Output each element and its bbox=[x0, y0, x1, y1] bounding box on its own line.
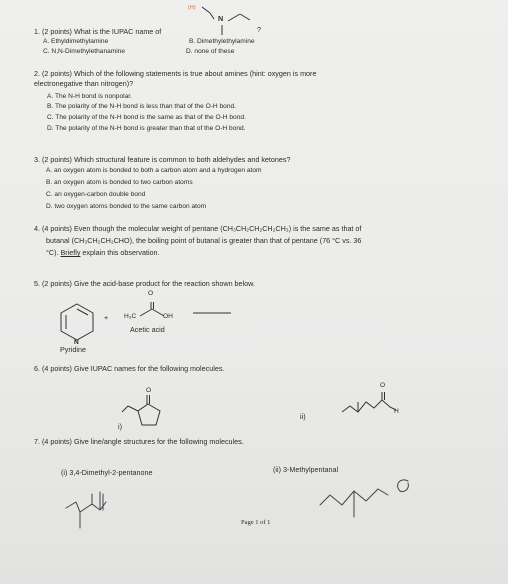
q2-option-c[interactable]: C. The polarity of the N-H bond is the same as that of the O-H bond. bbox=[47, 114, 246, 121]
q6-question: 6. (4 points) Give IUPAC names for the following molecules. bbox=[34, 364, 225, 373]
reaction-arrow bbox=[193, 311, 233, 315]
q7-question: 7. (4 points) Give line/angle structures for the following molecules. bbox=[34, 437, 244, 446]
q1-option-c[interactable]: C. N,N-Dimethylethanamine bbox=[43, 48, 126, 55]
q4-question-line2: butanal (CH₃CH₂CH₂CHO), the boiling point of butanal is greater than that of pentane (76 °C vs. 36 bbox=[46, 236, 362, 245]
q7-i-handwritten-structure bbox=[62, 490, 132, 540]
q6-aldehyde-structure bbox=[340, 390, 410, 420]
acetic-oxygen-label: O bbox=[148, 290, 154, 297]
page-footer: Page 1 of 1 bbox=[241, 519, 271, 526]
q3-option-b[interactable]: B. an oxygen atom is bonded to two carbon atoms bbox=[46, 179, 193, 186]
acetic-acid-label: Acetic acid bbox=[130, 325, 165, 334]
q7-ii-handwritten-structure bbox=[318, 475, 418, 525]
q3-option-d[interactable]: D. two oxygen atoms bonded to the same carbon atom bbox=[46, 203, 207, 210]
pyridine-nitrogen-label: N bbox=[74, 339, 79, 346]
q1-option-b[interactable]: B. Dimethylethylamine bbox=[189, 38, 255, 45]
acetic-methyl-label: H₃C bbox=[124, 313, 137, 320]
q1-nitrogen-label: N bbox=[218, 14, 224, 23]
q1-amine-structure bbox=[196, 3, 276, 37]
q2-question-line2: electronegative than nitrogen)? bbox=[34, 79, 134, 88]
q3-option-a[interactable]: A. an oxygen atom is bonded to both a carbon atom and a hydrogen atom bbox=[46, 167, 262, 174]
q2-question-line1: 2. (2 points) Which of the following statements is true about amines (hint: oxygen is more bbox=[34, 69, 317, 78]
q3-question: 3. (2 points) Which structural feature is common to both aldehydes and ketones? bbox=[34, 155, 291, 164]
q6-ketone-structure bbox=[120, 392, 180, 432]
q2-option-b[interactable]: B. The polarity of the N-H bond is less than that of the O-H bond. bbox=[47, 103, 237, 110]
q1-option-a[interactable]: A. Ethyldimethylamine bbox=[43, 38, 109, 45]
q5-plus-sign: + bbox=[104, 313, 109, 322]
q7-part-ii: (ii) 3-Methylpentanal bbox=[273, 465, 339, 474]
aldehyde-oxygen-label: O bbox=[380, 382, 386, 389]
q6-label-ii: ii) bbox=[300, 412, 306, 421]
pyridine-label: Pyridine bbox=[60, 345, 86, 354]
q4-question-line1: 4. (4 points) Even though the molecular weight of pentane (CH₃CH₂CH₂CH₂CH₃) is the same as that of bbox=[34, 224, 362, 233]
q1-question-mark: ? bbox=[257, 25, 261, 34]
ketone-oxygen-label: O bbox=[146, 387, 152, 394]
q6-label-i: i) bbox=[118, 422, 122, 431]
q7-part-i: (i) 3,4-Dimethyl-2-pentanone bbox=[61, 468, 153, 477]
pyridine-structure bbox=[57, 302, 97, 342]
q5-question: 5. (2 points) Give the acid-base product for the reaction shown below. bbox=[34, 279, 255, 288]
q1-question: 1. (2 points) What is the IUPAC name of bbox=[34, 27, 162, 36]
q1-option-d[interactable]: D. none of these bbox=[186, 48, 235, 55]
q2-option-d[interactable]: D. The polarity of the N-H bond is greater than that of the O-H bond. bbox=[47, 125, 246, 132]
q3-option-c[interactable]: C. an oxygen-carbon double bond bbox=[46, 191, 146, 198]
q4-question-line3: °C). Briefly explain this observation. bbox=[46, 248, 160, 257]
q2-option-a[interactable]: A. The N-H bond is nonpolar. bbox=[47, 93, 132, 100]
acetic-hydroxyl-label: OH bbox=[163, 313, 173, 320]
q1-pencil-mark: (H) bbox=[188, 5, 196, 11]
aldehyde-hydrogen-label: H bbox=[394, 408, 399, 415]
